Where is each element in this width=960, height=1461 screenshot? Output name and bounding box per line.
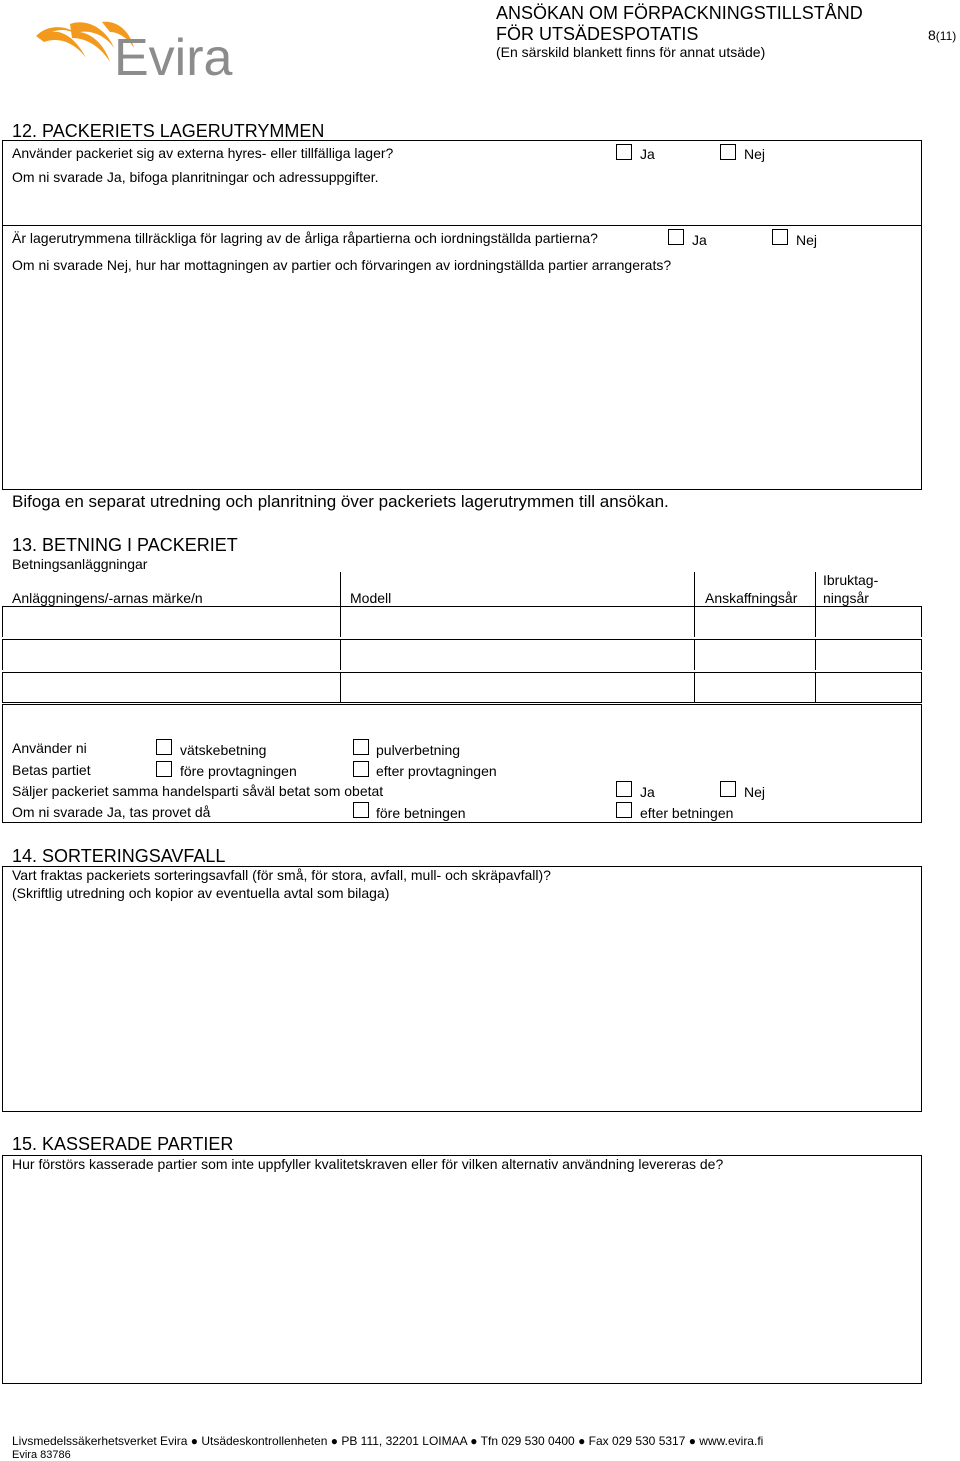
sells-nej-label: Nej <box>744 784 766 800</box>
treated-label: Betas partiet <box>12 762 91 778</box>
sells-ja-checkbox[interactable] <box>616 781 632 797</box>
s12-q2-nej-label: Nej <box>796 232 818 248</box>
s12-q2-nej-checkbox[interactable] <box>772 229 788 245</box>
before-sampling-label: före provtagningen <box>180 763 297 779</box>
table-cell-brand[interactable] <box>2 672 341 703</box>
logo-text: Evira <box>114 29 233 87</box>
section-12-heading: 12. PACKERIETS LAGERUTRYMMEN <box>12 121 325 141</box>
sells-label: Säljer packeriet samma handelsparti såväl betat som obetat <box>12 783 384 799</box>
s12-q1-nej-label: Nej <box>744 146 766 162</box>
table-cell-model[interactable] <box>340 606 695 637</box>
col-header-acquisition-year: Anskaffningsår <box>705 590 798 606</box>
col-header-commissioning-year-1: Ibruktag- <box>823 572 879 588</box>
footer-form-code: Evira 83786 <box>12 1449 71 1461</box>
s14-question: Vart fraktas packeriets sorteringsavfall (för små, för stora, avfall, mull- och skräpavfall)? <box>12 867 551 883</box>
evira-logo <box>30 18 245 86</box>
before-treatment-checkbox[interactable] <box>353 802 369 818</box>
table-row <box>2 606 922 639</box>
s12-q2: Är lagerutrymmena tillräckliga för lagring av de årliga råpartierna och iordningställda partierna? <box>12 230 598 246</box>
liquid-treatment-label: vätskebetning <box>180 742 267 758</box>
section-13-heading: 13. BETNING I PACKERIET <box>12 535 238 555</box>
s12-q2-followup: Om ni svarade Nej, hur har mottagningen av partier och förvaringen av iordningställda partier arrangerats? <box>12 257 672 273</box>
s12-q1-ja-checkbox[interactable] <box>616 144 632 160</box>
section-15-heading: 15. KASSERADE PARTIER <box>12 1134 234 1154</box>
table-cell-commissioning-year[interactable] <box>815 639 922 670</box>
s12-note: Bifoga en separat utredning och planritning över packeriets lagerutrymmen till ansökan. <box>12 492 669 511</box>
s12-answer-area[interactable] <box>8 280 916 480</box>
form-subtitle: (En särskild blankett finns för annat utsäde) <box>496 44 766 60</box>
after-sampling-checkbox[interactable] <box>353 761 369 777</box>
s12-q1-ja-label: Ja <box>640 146 655 162</box>
after-treatment-label: efter betningen <box>640 805 734 821</box>
table-row <box>2 672 922 705</box>
s12-q1: Använder packeriet sig av externa hyres- eller tillfälliga lager? <box>12 145 394 161</box>
col-header-model: Modell <box>350 590 392 606</box>
before-sampling-checkbox[interactable] <box>156 761 172 777</box>
s12-q2-ja-label: Ja <box>692 232 707 248</box>
section-14-heading: 14. SORTERINGSAVFALL <box>12 846 226 866</box>
table-cell-model[interactable] <box>340 672 695 703</box>
col-header-commissioning-year-2: ningsår <box>823 590 869 606</box>
after-sampling-label: efter provtagningen <box>376 763 497 779</box>
table-cell-model[interactable] <box>340 639 695 670</box>
table-cell-acquisition-year[interactable] <box>694 639 816 670</box>
col-header-brand: Anläggningens/-arnas märke/n <box>12 590 203 606</box>
liquid-treatment-checkbox[interactable] <box>156 739 172 755</box>
form-title-line2: FÖR UTSÄDESPOTATIS <box>496 24 699 44</box>
table-cell-acquisition-year[interactable] <box>694 606 816 637</box>
table-cell-acquisition-year[interactable] <box>694 672 816 703</box>
after-treatment-checkbox[interactable] <box>616 802 632 818</box>
form-title-line1: ANSÖKAN OM FÖRPACKNINGSTILLSTÅND <box>496 3 863 23</box>
s14-note: (Skriftlig utredning och kopior av eventuella avtal som bilaga) <box>12 885 390 901</box>
powder-treatment-label: pulverbetning <box>376 742 461 758</box>
s14-answer-area[interactable] <box>8 906 916 1106</box>
table-cell-commissioning-year[interactable] <box>815 672 922 703</box>
page-number: 8(11) <box>928 27 957 43</box>
s12-q1-followup: Om ni svarade Ja, bifoga planritningar och adressuppgifter. <box>12 169 379 185</box>
table-cell-brand[interactable] <box>2 606 341 637</box>
s15-answer-area[interactable] <box>8 1176 916 1376</box>
s12-q2-ja-checkbox[interactable] <box>668 229 684 245</box>
table-cell-commissioning-year[interactable] <box>815 606 922 637</box>
sample-label: Om ni svarade Ja, tas provet då <box>12 804 211 820</box>
uses-label: Använder ni <box>12 740 87 756</box>
table-cell-brand[interactable] <box>2 639 341 670</box>
footer-contact: Livsmedelssäkerhetsverket Evira ● Utsädeskontrollenheten ● PB 111, 32201 LOIMAA ● Tfn 029 530 0400 ● Fax 029 530 5317 ● www.evira.fi <box>12 1434 764 1448</box>
table-row <box>2 639 922 672</box>
sells-ja-label: Ja <box>640 784 655 800</box>
before-treatment-label: före betningen <box>376 805 466 821</box>
powder-treatment-checkbox[interactable] <box>353 739 369 755</box>
sells-nej-checkbox[interactable] <box>720 781 736 797</box>
s13-subheading: Betningsanläggningar <box>12 556 148 572</box>
s12-q1-nej-checkbox[interactable] <box>720 144 736 160</box>
s15-question: Hur förstörs kasserade partier som inte uppfyller kvalitetskraven eller för vilken alternativ användning levereras de? <box>12 1156 724 1172</box>
